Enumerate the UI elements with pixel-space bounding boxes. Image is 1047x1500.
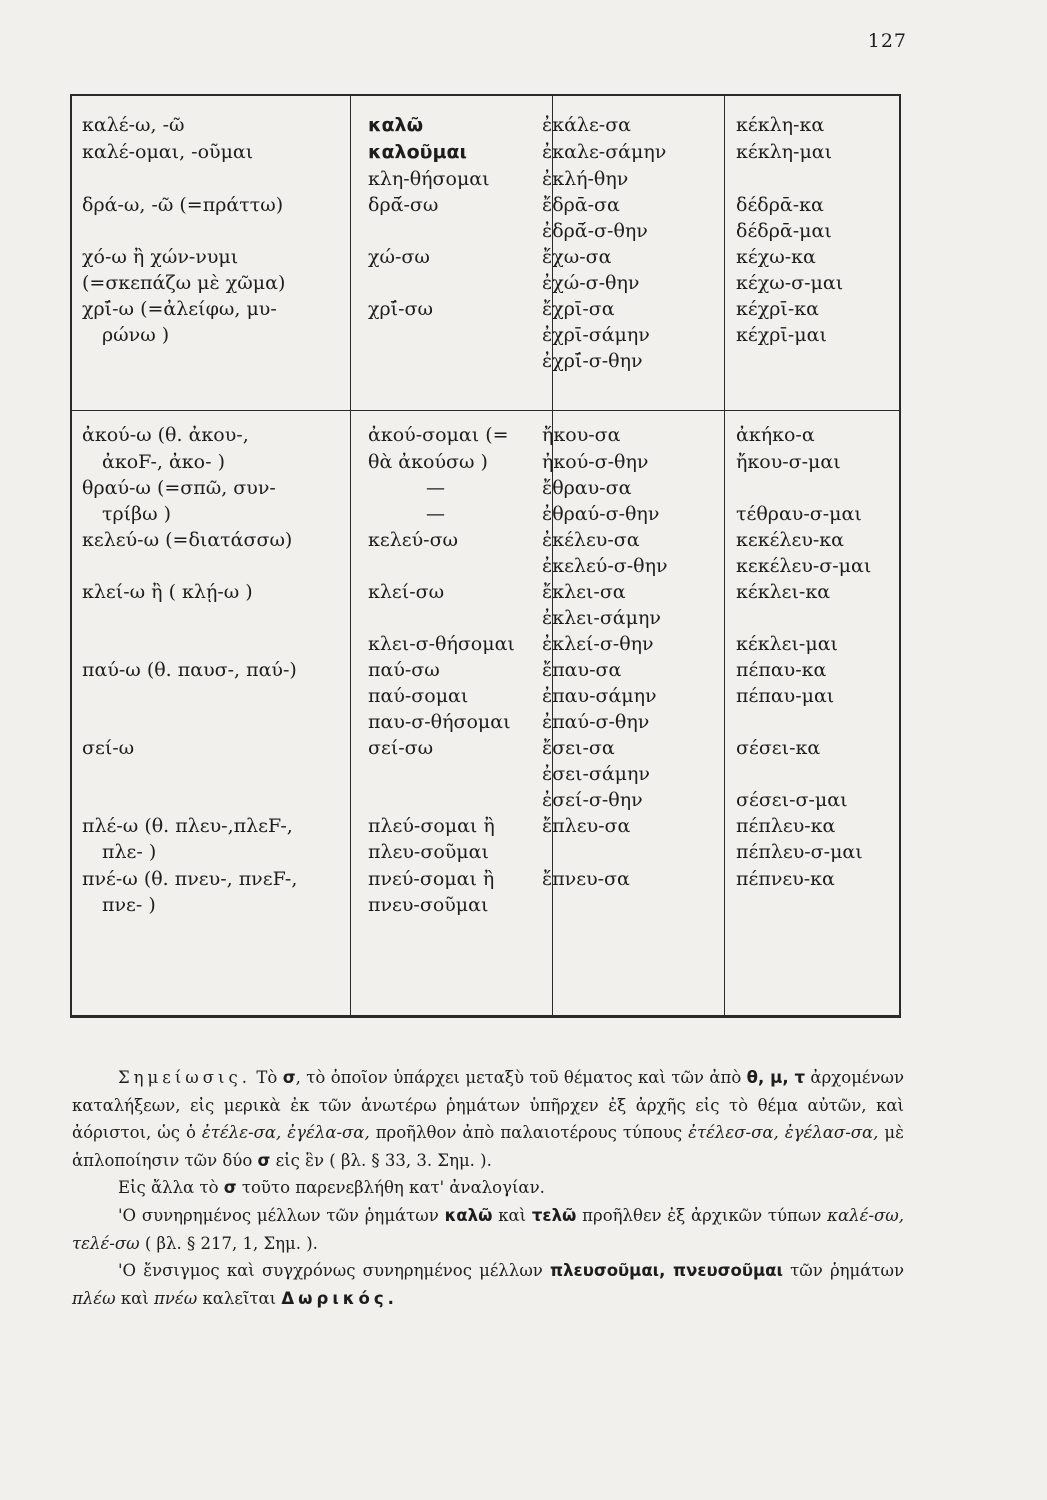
table-cell-present: δρά-ω, -ῶ (=πράττω) bbox=[82, 194, 284, 216]
table-cell-aorist: ἔθραυ-σα bbox=[542, 477, 632, 499]
table-cell-present: κλεί-ω ἢ ( κλῄ-ω ) bbox=[82, 581, 253, 603]
note-text: καλεῖται bbox=[197, 1288, 282, 1308]
table-cell-aorist: ἔπνευ-σα bbox=[542, 868, 630, 890]
table-cell-future: κλει-σ-θήσομαι bbox=[368, 633, 515, 655]
table-cell-aorist: ἐσεί-σ-θην bbox=[542, 789, 643, 811]
table-cell-aorist: ἐκέλευ-σα bbox=[542, 529, 640, 551]
table-cell-aorist: ἔχω-σα bbox=[542, 246, 612, 268]
table-cell-aorist: ἐκλεί-σ-θην bbox=[542, 633, 654, 655]
table-cell-present: πνέ-ω (θ. πνευ-, πνεF-, bbox=[82, 868, 298, 890]
table-cell-future: σεί-σω bbox=[368, 737, 434, 759]
notes-section bbox=[72, 1064, 904, 1312]
table-cell-future: — bbox=[426, 503, 445, 525]
table-cell-perfect: πέπλευ-κα bbox=[736, 815, 836, 837]
table-cell-perfect: πέπαυ-κα bbox=[736, 659, 827, 681]
table-cell-future: κελεύ-σω bbox=[368, 529, 459, 551]
sigma-symbol: σ bbox=[257, 1150, 271, 1170]
note-text: προῆλθον ἀπὸ παλαιοτέρους τύπους bbox=[369, 1123, 689, 1143]
table-cell-present: καλέ-ω, -ῶ bbox=[82, 114, 185, 136]
table-cell-present: θραύ-ω (=σπῶ, συν- bbox=[82, 477, 276, 499]
note-text: 'Ο ἔνσιγμος καὶ συγχρόνως συνηρημένος μέλλων bbox=[118, 1261, 551, 1281]
bold-verb: πλευσοῦμαι, πνευσοῦμαι bbox=[550, 1261, 783, 1281]
table-cell-present: παύ-ω (θ. παυσ-, παύ-) bbox=[82, 659, 297, 681]
table-cell-present: πνε- ) bbox=[102, 894, 156, 916]
note-paragraph bbox=[72, 1174, 904, 1202]
note-text: εἰς ἓν ( βλ. § 33, 3. Σημ. ). bbox=[270, 1150, 492, 1170]
table-cell-perfect: κέκλει-μαι bbox=[736, 633, 838, 655]
table-cell-present: σεί-ω bbox=[82, 737, 135, 759]
note-text: καὶ bbox=[115, 1288, 155, 1308]
table-cell-perfect: τέθραυ-σ-μαι bbox=[736, 503, 862, 525]
note-text: καὶ bbox=[492, 1205, 532, 1225]
table-cell-future: πλευ-σοῦμαι bbox=[368, 841, 489, 863]
table-cell-aorist: ἔχρῑ-σα bbox=[542, 298, 615, 320]
table-cell-perfect: πέπνευ-κα bbox=[736, 868, 835, 890]
table-cell-aorist: ἐχώ-σ-θην bbox=[542, 272, 640, 294]
italic-forms: ἐτέλε-σα, ἐγέλα-σα, bbox=[201, 1123, 370, 1143]
column-divider bbox=[350, 96, 351, 1015]
italic-forms: πνέω bbox=[154, 1288, 198, 1308]
table-cell-aorist: ἔσει-σα bbox=[542, 737, 615, 759]
bold-verb: τελῶ bbox=[531, 1205, 577, 1225]
table-cell-perfect: κεκέλευ-κα bbox=[736, 529, 844, 551]
note-paragraph bbox=[72, 1064, 904, 1174]
table-cell-future: — bbox=[426, 477, 445, 499]
table-cell-aorist: ἔδρᾱ-σα bbox=[542, 194, 620, 216]
table-cell-present: (=σκεπάζω μὲ χῶμα) bbox=[82, 272, 286, 294]
note-text: ἀρχομένων καταλήξεων, εἰς μερικὰ ἐκ τῶν ἀνωτέρω ῥημάτων ὑπῆρχεν ἐξ ἀρχῆς εἰς τὸ θέμα αὐτῶν, καὶ ἀόριστοι, ὡς ὁ bbox=[72, 1068, 904, 1143]
table-cell-present: ρώνω ) bbox=[102, 324, 170, 346]
table-cell-aorist: ἐθραύ-σ-θην bbox=[542, 503, 660, 525]
table-cell-aorist: ἠκού-σ-θην bbox=[542, 451, 649, 473]
table-cell-future: παυ-σ-θήσομαι bbox=[368, 711, 511, 733]
table-cell-perfect: ἀκήκο-α bbox=[736, 424, 815, 446]
table-cell-aorist: ἐπαυ-σάμην bbox=[542, 685, 657, 707]
table-cell-aorist: ἐκλή-θην bbox=[542, 168, 629, 190]
table-cell-perfect: κεκέλευ-σ-μαι bbox=[736, 555, 872, 577]
table-cell-perfect: κέκλη-μαι bbox=[736, 141, 833, 163]
italic-forms: καλέ-σω, τελέ-σω bbox=[72, 1205, 904, 1253]
table-cell-future: καλοῦμαι bbox=[368, 141, 467, 163]
table-cell-aorist: ἐδρᾱ́-σ-θην bbox=[542, 220, 648, 242]
table-cell-aorist: ἐχρῑ́-σ-θην bbox=[542, 350, 643, 372]
table-cell-future: παύ-σω bbox=[368, 659, 440, 681]
table-cell-perfect: ἤκου-σ-μαι bbox=[736, 451, 841, 473]
table-cell-aorist: ἔπαυ-σα bbox=[542, 659, 622, 681]
table-cell-perfect: κέχω-κα bbox=[736, 246, 816, 268]
table-cell-perfect: κέχρῑ-μαι bbox=[736, 324, 827, 346]
bold-verb: καλῶ bbox=[444, 1205, 493, 1225]
sigma-symbol: σ bbox=[223, 1178, 237, 1198]
table-cell-perfect: δέδρᾱ-κα bbox=[736, 194, 824, 216]
table-cell-perfect: κέχω-σ-μαι bbox=[736, 272, 844, 294]
note-text: Τὸ bbox=[250, 1068, 283, 1087]
table-cell-future: καλῶ bbox=[368, 114, 424, 136]
table-cell-present: πλε- ) bbox=[102, 841, 157, 863]
table-cell-present: καλέ-ομαι, -οῦμαι bbox=[82, 141, 254, 163]
table-cell-future: κλη-θήσομαι bbox=[368, 168, 490, 190]
table-cell-future: χώ-σω bbox=[368, 246, 430, 268]
table-cell-perfect: κέκλει-κα bbox=[736, 581, 831, 603]
table-cell-future: δρᾱ́-σω bbox=[368, 194, 439, 216]
sigma-symbol: σ bbox=[282, 1068, 296, 1087]
note-text: Εἰς ἄλλα τὸ bbox=[118, 1178, 224, 1198]
table-cell-perfect: πέπαυ-μαι bbox=[736, 685, 835, 707]
table-cell-aorist: ἐσει-σάμην bbox=[542, 763, 650, 785]
table-cell-present: ἀκού-ω (θ. ἀκου-, bbox=[82, 424, 249, 446]
note-text: μὲ ἁπλοποίησιν τῶν δύο bbox=[72, 1123, 904, 1170]
note-text: 'Ο συνηρημένος μέλλων τῶν ῥημάτων bbox=[118, 1205, 445, 1225]
table-cell-aorist: ἐκάλε-σα bbox=[542, 114, 632, 136]
page-number: 127 bbox=[867, 30, 907, 52]
table-cell-aorist: ἐκελεύ-σ-θην bbox=[542, 555, 668, 577]
table-cell-future: πνευ-σοῦμαι bbox=[368, 894, 489, 916]
italic-forms: πλέω bbox=[72, 1288, 116, 1308]
table-cell-present: χρῑ́-ω (=ἀλείφω, μυ- bbox=[82, 298, 277, 320]
table-cell-perfect: δέδρᾱ-μαι bbox=[736, 220, 832, 242]
bold-term: Δωρικός. bbox=[281, 1288, 398, 1308]
table-cell-future: κλεί-σω bbox=[368, 581, 445, 603]
note-text: τοῦτο παρενεβλήθη κατ' ἀναλογίαν. bbox=[236, 1178, 545, 1198]
table-cell-aorist: ἐχρῑ-σάμην bbox=[542, 324, 650, 346]
table-cell-perfect: πέπλευ-σ-μαι bbox=[736, 841, 863, 863]
table-cell-future: πνεύ-σομαι ἢ bbox=[368, 868, 495, 890]
table-cell-present: ἀκοF-, ἀκο- ) bbox=[102, 451, 225, 473]
table-cell-present: πλέ-ω (θ. πλευ-,πλεF-, bbox=[82, 815, 293, 837]
table-cell-perfect: σέσει-σ-μαι bbox=[736, 789, 848, 811]
note-label: Σημείωσις. bbox=[118, 1068, 251, 1087]
table-cell-aorist: ἐκαλε-σάμην bbox=[542, 141, 667, 163]
group-divider bbox=[72, 410, 899, 411]
table-cell-aorist: ἔπλευ-σα bbox=[542, 815, 631, 837]
note-text: προῆλθεν ἐξ ἀρχικῶν τύπων bbox=[576, 1205, 828, 1225]
note-text: τῶν ῥημάτων bbox=[782, 1261, 905, 1281]
table-cell-present: τρίβω ) bbox=[102, 503, 172, 525]
italic-forms: ἐτέλεσ-σα, ἐγέλασ-σα, bbox=[688, 1123, 879, 1143]
table-cell-future: ἀκού-σομαι (= bbox=[368, 424, 509, 446]
consonant-letters: θ, μ, τ bbox=[746, 1068, 806, 1087]
table-cell-present: χό-ω ἢ χών-νυμι bbox=[82, 246, 239, 268]
note-text: ( βλ. § 217, 1, Σημ. ). bbox=[139, 1233, 318, 1253]
verb-conjugation-table bbox=[70, 94, 901, 1018]
note-paragraph bbox=[72, 1257, 904, 1312]
table-cell-present: κελεύ-ω (=διατάσσω) bbox=[82, 529, 293, 551]
table-cell-future: παύ-σομαι bbox=[368, 685, 469, 707]
column-divider bbox=[724, 96, 725, 1015]
table-cell-aorist: ἔκλει-σα bbox=[542, 581, 626, 603]
table-cell-aorist: ἤκου-σα bbox=[542, 424, 621, 446]
table-cell-perfect: κέχρῑ-κα bbox=[736, 298, 819, 320]
table-cell-aorist: ἐκλει-σάμην bbox=[542, 607, 661, 629]
table-cell-future: θὰ ἀκούσω ) bbox=[368, 451, 488, 473]
note-paragraph bbox=[72, 1202, 904, 1257]
table-cell-perfect: σέσει-κα bbox=[736, 737, 821, 759]
table-cell-future: πλεύ-σομαι ἢ bbox=[368, 815, 495, 837]
note-text: , τὸ ὁποῖον ὑπάρχει μεταξὺ τοῦ θέματος καὶ τῶν ἀπὸ bbox=[295, 1068, 747, 1087]
table-cell-perfect: κέκλη-κα bbox=[736, 114, 825, 136]
table-cell-aorist: ἐπαύ-σ-θην bbox=[542, 711, 650, 733]
table-cell-future: χρῑ́-σω bbox=[368, 298, 434, 320]
